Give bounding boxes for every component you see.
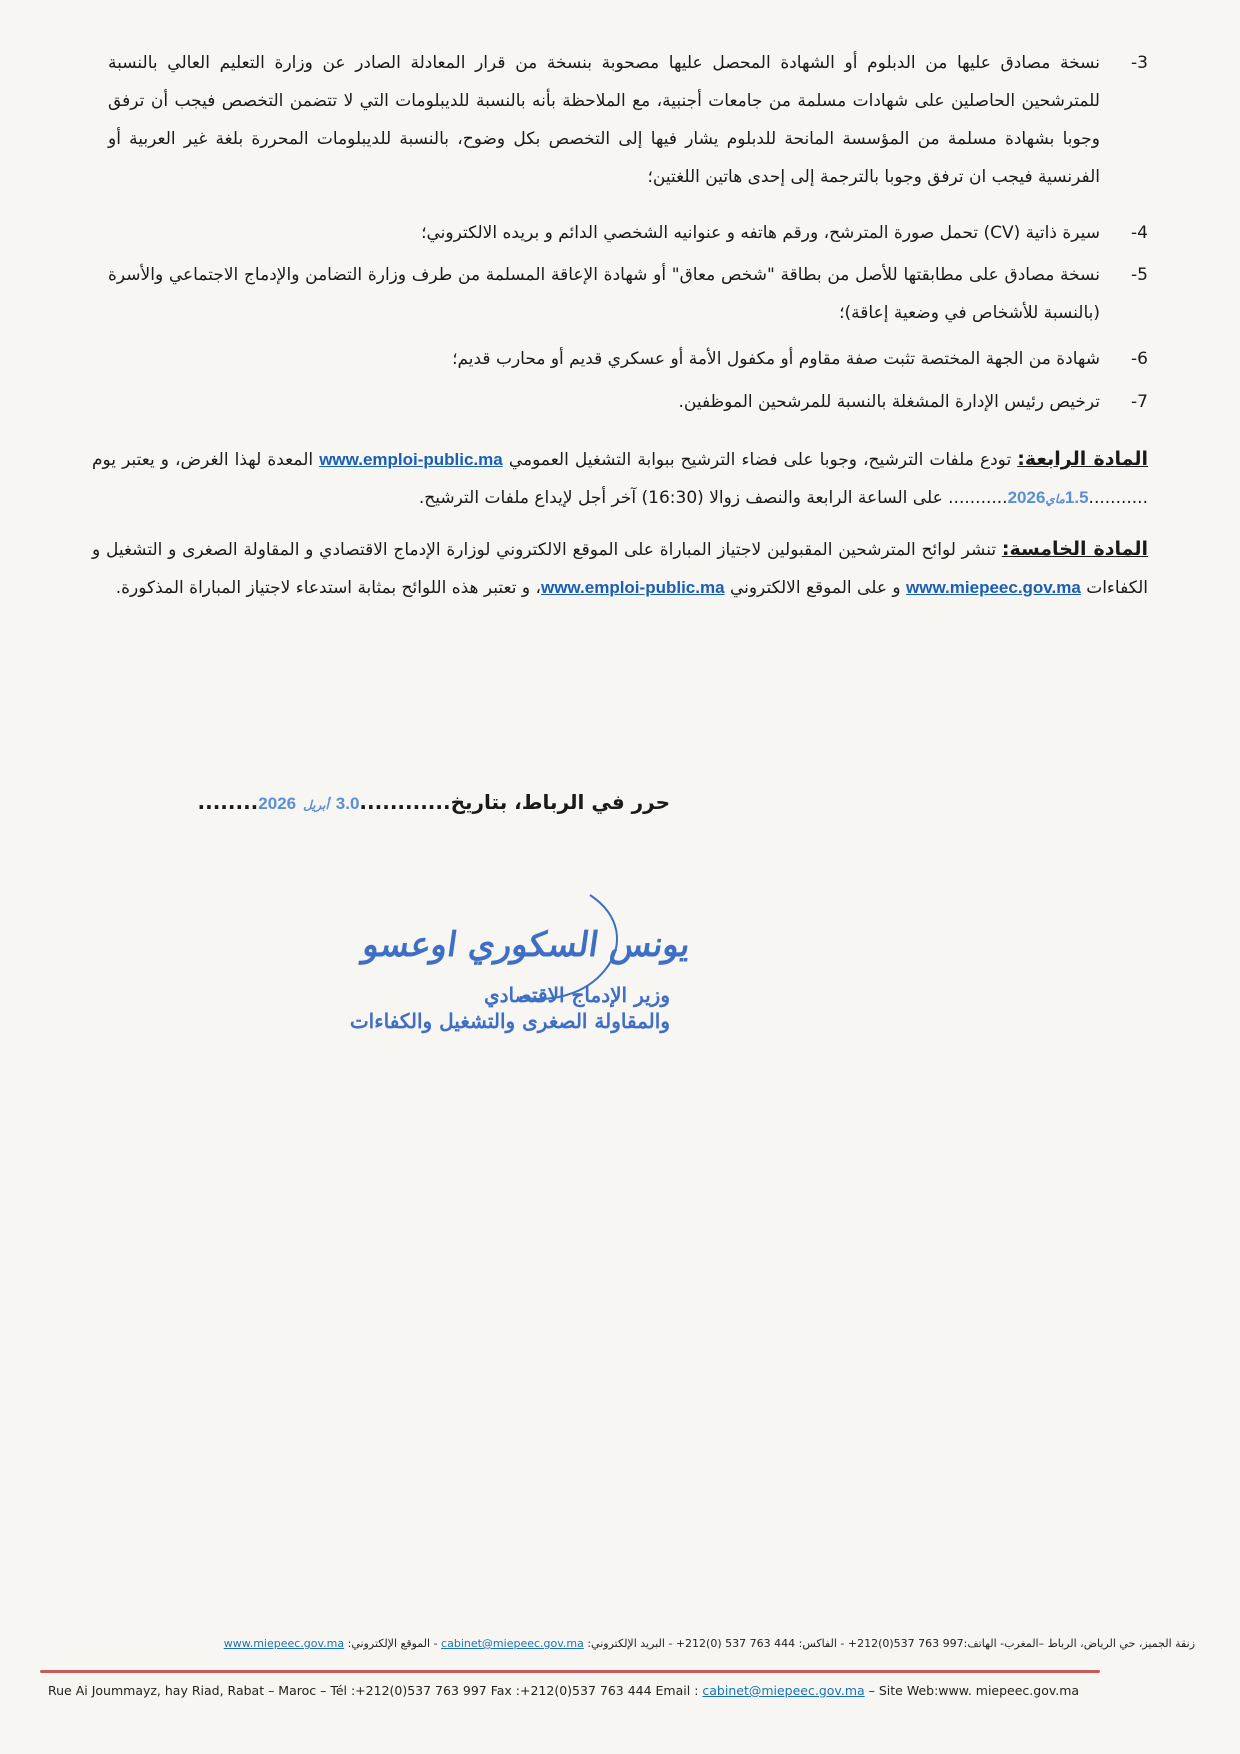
- article-5-text-2: و على الموقع الالكتروني: [724, 578, 907, 598]
- date-stamp-day: 1.5: [1064, 488, 1089, 507]
- footer-fax: +212(0) 537 763 444: [675, 1637, 796, 1650]
- item-number: -7: [1131, 392, 1148, 412]
- article-5-text-3: ، و تعتبر هذه اللوائح بمثابة استدعاء لاجتياز المباراة المذكورة.: [115, 578, 541, 598]
- item-text: نسخة مصادق عليها من الدبلوم أو الشهادة المحصل عليها مصحوبة بنسخة من قرار المعادلة الصادر عن وزارة التعليم العالي بالنسبة للمترشحين الحاصلين على شهادات مسلمة من جامعات أجنبية، مع الملاحظة بأنه بالنسبة للديبلومات التي لا تتضمن التخصص فيجب أن ترفق وجوبا بشهادة مسلمة من المؤسسة المانحة للدبلوم يشار فيها إلى التخصص بكل وضوح، بالنسبة للديبلومات المحررة بلغة غير العربية أو الفرنسية فيجب ان ترفق وجوبا بالترجمة إلى إحدى هاتين اللغتين؛: [108, 53, 1100, 187]
- list-item-7: [108, 383, 1148, 421]
- footer-fax-label: - الفاكس:: [795, 1637, 848, 1650]
- item-text: ترخيص رئيس الإدارة المشغلة بالنسبة للمرشحين الموظفين.: [678, 392, 1100, 412]
- footer-address-ar: زنقة الجميز، حي الرياض، الرباط –المغرب- الهاتف:: [963, 1637, 1195, 1650]
- signature-stroke-icon: [380, 885, 740, 1065]
- miepeec-link[interactable]: www.miepeec.gov.ma: [906, 578, 1081, 597]
- list-item-5: [108, 256, 1148, 332]
- footer-site-link[interactable]: www.miepeec.gov.ma: [223, 1637, 345, 1650]
- list-item-6: [108, 340, 1148, 378]
- item-number: -3: [1131, 53, 1148, 73]
- article-4-text-2: المعدة لهذا الغرض، و يعتبر يوم: [92, 450, 320, 470]
- date-stamp-day: 3.0: [335, 794, 360, 813]
- footer-site-label: - الموقع الإلكتروني:: [344, 1637, 442, 1650]
- date-stamp-year: 2026: [1007, 488, 1046, 507]
- footer-phone: +212(0)537 763 997: [847, 1637, 964, 1650]
- signed-at-line: [198, 790, 671, 814]
- article-4-title: المادة الرابعة:: [1017, 448, 1148, 470]
- footer-email-link-fr[interactable]: cabinet@miepeec.gov.ma: [702, 1683, 865, 1698]
- list-item-3: [108, 44, 1148, 196]
- item-number: -5: [1131, 265, 1148, 285]
- signature-title-line-1: وزير الإدماج الاقتصادي: [484, 983, 670, 1007]
- list-item-4: [108, 214, 1148, 252]
- footer-site-fr: – Site Web:www. miepeec.gov.ma: [864, 1683, 1080, 1698]
- dots: ........: [197, 790, 259, 814]
- article-5-text: تنشر لوائح المترشحين المقبولين لاجتياز المباراة على الموقع الالكتروني لوزارة الإدماج الاقتصادي و المقاولة الصغرى و التشغيل و الكفاءات: [92, 540, 1148, 598]
- signature-title-line-2: والمقاولة الصغرى والتشغيل والكفاءات: [349, 1009, 670, 1033]
- date-stamp-month: أبريل: [303, 798, 329, 812]
- item-text: شهادة من الجهة المختصة تثبت صفة مقاوم أو مكفول الأمة أو عسكري قديم أو محارب قديم؛: [452, 349, 1100, 369]
- footer-address-fr: Rue Ai Joummayz, hay Riad, Rabat – Maroc – Tél :+212(0)537 763 997 Fax :+212(0)537 763 444 Email :: [48, 1683, 703, 1698]
- item-text: سيرة ذاتية (CV) تحمل صورة المترشح، ورقم هاتفه و عنوانيه الشخصي الدائم و بريده الالكتروني؛: [421, 223, 1100, 243]
- article-4-text-3: على الساعة الرابعة والنصف زوالا (16:30) آخر أجل لإيداع ملفات الترشيح.: [418, 488, 949, 508]
- footer-divider: [40, 1670, 1100, 1673]
- minister-signature: [349, 885, 740, 1065]
- item-number: -4: [1131, 223, 1148, 243]
- dots: ...........: [948, 488, 1008, 508]
- footer-french: [48, 1683, 1079, 1698]
- footer-arabic: [35, 1637, 1195, 1650]
- article-4-text: تودع ملفات الترشيح، وجوبا على فضاء الترشيح ببوابة التشغيل العمومي: [502, 450, 1018, 470]
- signed-at-label: حرر في الرباط، بتاريخ: [450, 790, 670, 814]
- item-text: نسخة مصادق على مطابقتها للأصل من بطاقة "شخص معاق" أو شهادة الإعاقة المسلمة من طرف وزارة التضامن والإدماج الاجتماعي والأسرة (بالنسبة للأشخاص في وضعية إعاقة)؛: [108, 265, 1100, 323]
- dots: ...........: [1088, 488, 1148, 508]
- signature-name: يونس السكوري اوعسو: [360, 925, 693, 965]
- item-number: -6: [1131, 349, 1148, 369]
- emploi-public-link[interactable]: www.emploi-public.ma: [540, 578, 725, 597]
- dots: ............: [359, 790, 451, 814]
- article-5: [92, 530, 1148, 607]
- date-stamp-month: ماي: [1045, 492, 1065, 506]
- article-4: [92, 440, 1148, 518]
- footer-email-label: - البريد الإلكتروني:: [583, 1637, 676, 1650]
- footer-email-link[interactable]: cabinet@miepeec.gov.ma: [441, 1637, 584, 1650]
- emploi-public-link[interactable]: www.emploi-public.ma: [319, 450, 503, 469]
- article-5-title: المادة الخامسة:: [1001, 538, 1148, 560]
- date-stamp-year: 2026: [258, 794, 297, 813]
